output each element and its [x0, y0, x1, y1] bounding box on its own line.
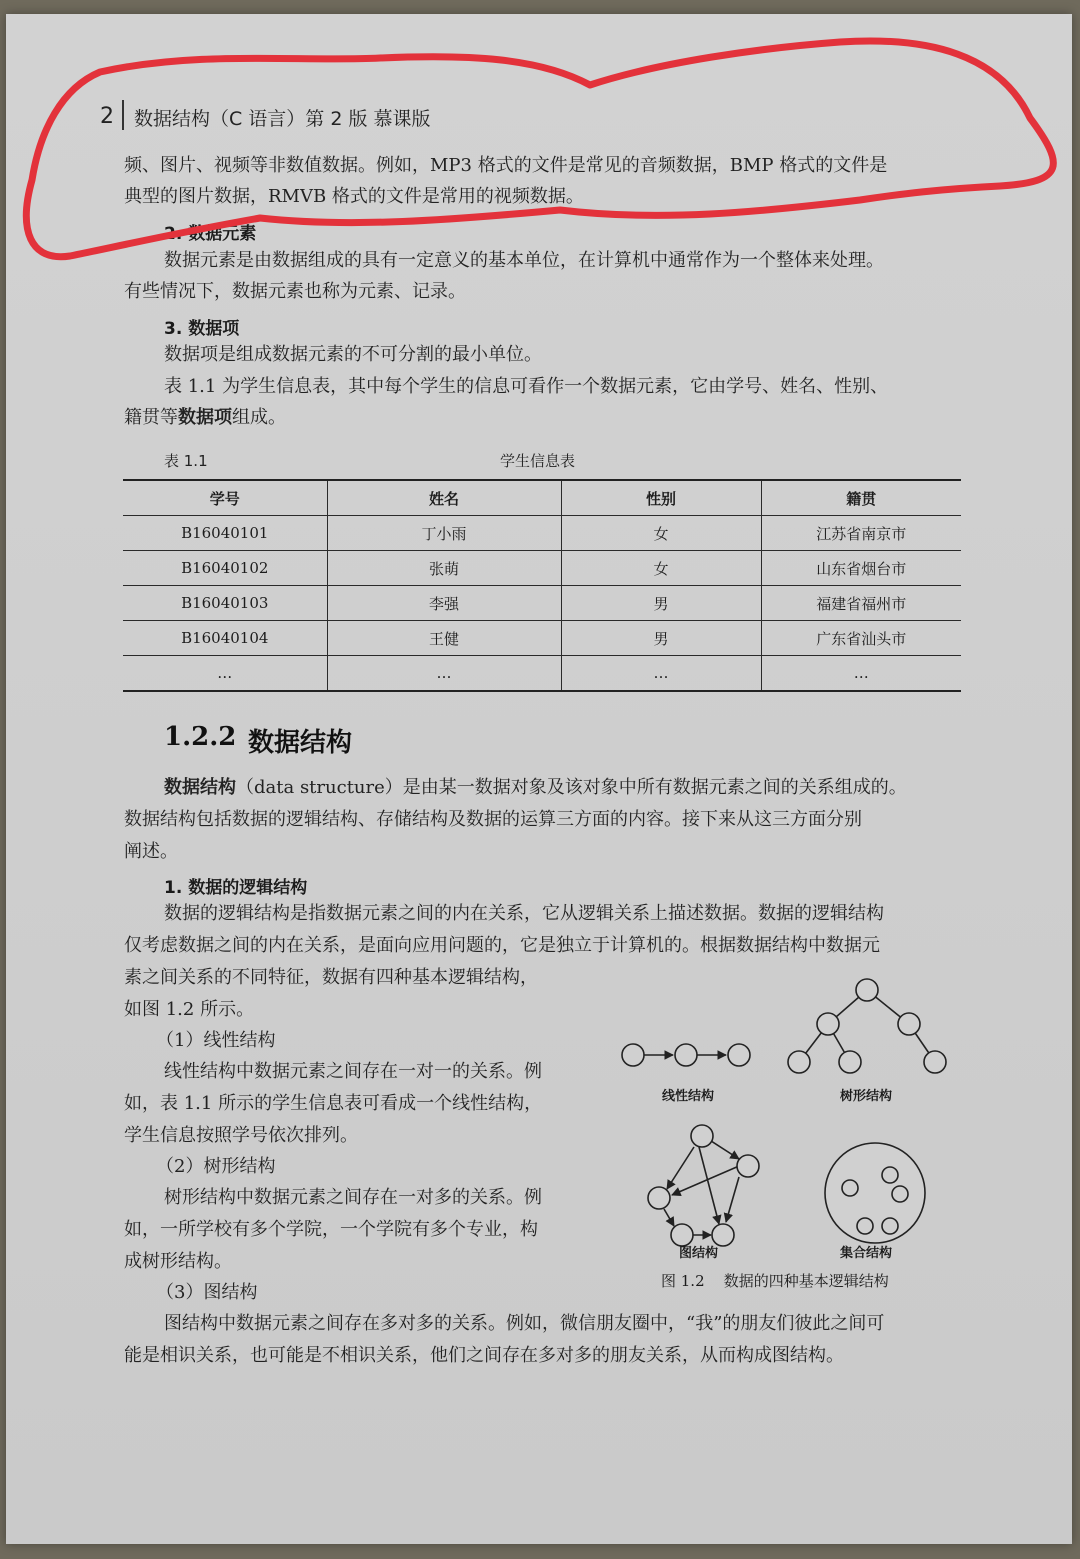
- table-cell: B16040101: [123, 516, 327, 551]
- table-cell: B16040102: [123, 551, 327, 586]
- table-header-cell: 姓名: [327, 480, 561, 516]
- graph-heading: （3）图结构: [156, 1282, 258, 1303]
- table-header-cell: 籍贯: [761, 480, 961, 516]
- linear-line-3: 学生信息按照学号依次排列。: [124, 1125, 358, 1146]
- sec3-line-3-bold: 数据项: [178, 407, 232, 428]
- table-header-cell: 性别: [561, 480, 761, 516]
- book-title: 数据结构（C 语言）第 2 版 慕课版: [134, 108, 431, 130]
- page-number: 2: [100, 104, 114, 129]
- table-cell: 女: [561, 516, 761, 551]
- student-info-table: [123, 479, 961, 692]
- tree-heading: （2）树形结构: [156, 1156, 276, 1177]
- linear-heading: （1）线性结构: [156, 1030, 276, 1051]
- table-row: [123, 621, 961, 656]
- tree-structure-diagram: [788, 979, 946, 1073]
- table-cell: …: [327, 656, 561, 692]
- graph-structure-diagram: [648, 1125, 759, 1246]
- table-cell: 男: [561, 586, 761, 621]
- logic-line-2: 仅考虑数据之间的内在关系，是面向应用问题的，它是独立于计算机的。根据数据结构中数据元: [124, 935, 880, 956]
- table-cell: 广东省汕头市: [761, 621, 961, 656]
- table-cell: 福建省福州市: [761, 586, 961, 621]
- sec3-line-2: 表 1.1 为学生信息表，其中每个学生的信息可看作一个数据元素，它由学号、姓名、性别、: [164, 376, 889, 397]
- tree-line-2: 如，一所学校有多个学院，一个学院有多个专业，构: [124, 1219, 538, 1240]
- figure-caption: 图 1.2 数据的四种基本逻辑结构: [661, 1272, 889, 1290]
- logic-heading: 1. 数据的逻辑结构: [164, 878, 308, 898]
- sec3-line-3-post: 组成。: [232, 407, 286, 428]
- logic-line-1: 数据的逻辑结构是指数据元素之间的内在关系，它从逻辑关系上描述数据。数据的逻辑结构: [164, 903, 884, 924]
- table-cell: 李强: [327, 586, 561, 621]
- ds-line-3: 阐述。: [124, 841, 178, 862]
- graph-line-1: 图结构中数据元素之间存在多对多的关系。例如，微信朋友圈中，“我”的朋友们彼此之间可: [164, 1313, 885, 1334]
- table-cell: …: [761, 656, 961, 692]
- table-cell: B16040104: [123, 621, 327, 656]
- linear-line-2: 如，表 1.1 所示的学生信息表可看成一个线性结构，: [124, 1093, 543, 1114]
- figure-label-tree: 树形结构: [840, 1089, 893, 1104]
- table-cell: B16040103: [123, 586, 327, 621]
- table-cell: 山东省烟台市: [761, 551, 961, 586]
- tree-line-3: 成树形结构。: [124, 1251, 232, 1272]
- section-title: 数据结构: [248, 728, 353, 758]
- table-label: 表 1.1: [164, 452, 208, 470]
- sec3-line-3: [124, 402, 286, 434]
- section-heading-data-item: 3. 数据项: [164, 319, 240, 339]
- intro-line-2: 典型的图片数据，RMVB 格式的文件是常用的视频数据。: [124, 186, 584, 207]
- table-cell: 江苏省南京市: [761, 516, 961, 551]
- figure-label-linear: 线性结构: [662, 1089, 715, 1104]
- table-row: [123, 516, 961, 551]
- figure-label-graph: 图结构: [679, 1246, 719, 1261]
- linear-structure-diagram: [622, 1044, 750, 1066]
- linear-line-1: 线性结构中数据元素之间存在一对一的关系。例: [164, 1061, 542, 1082]
- table-cell: 丁小雨: [327, 516, 561, 551]
- ds-line-1: [164, 772, 907, 804]
- table-cell: 女: [561, 551, 761, 586]
- table-header-cell: 学号: [123, 480, 327, 516]
- figure-label-set: 集合结构: [840, 1246, 893, 1261]
- sec3-line-1: 数据项是组成数据元素的不可分割的最小单位。: [164, 344, 542, 365]
- table-cell: 张萌: [327, 551, 561, 586]
- table-cell: …: [561, 656, 761, 692]
- logic-line-4: 如图 1.2 所示。: [124, 999, 255, 1020]
- table-row: [123, 586, 961, 621]
- graph-line-2: 能是相识关系，也可能是不相识关系，他们之间存在多对多的朋友关系，从而构成图结构。: [124, 1345, 844, 1366]
- red-annotation-loop: [0, 0, 1080, 300]
- table-cell: 男: [561, 621, 761, 656]
- table-caption: 学生信息表: [500, 452, 576, 470]
- set-structure-diagram: [825, 1143, 925, 1243]
- table-cell: 王健: [327, 621, 561, 656]
- logic-line-3: 素之间关系的不同特征，数据有四种基本逻辑结构，: [124, 967, 538, 988]
- intro-line-1: 频、图片、视频等非数值数据。例如，MP3 格式的文件是常见的音频数据，BMP 格式的文件是: [124, 155, 888, 176]
- table-row: [123, 551, 961, 586]
- ds-bold-term: 数据结构: [164, 777, 236, 798]
- tree-line-1: 树形结构中数据元素之间存在一对多的关系。例: [164, 1187, 542, 1208]
- section-heading-data-element: 2. 数据元素: [164, 224, 257, 244]
- sec2-line-2: 有些情况下，数据元素也称为元素、记录。: [124, 281, 466, 302]
- table-cell: …: [123, 656, 327, 692]
- sec2-line-1: 数据元素是由数据组成的具有一定意义的基本单位，在计算机中通常作为一个整体来处理。: [164, 250, 884, 271]
- table-row: [123, 656, 961, 692]
- figure-logical-structures: [606, 969, 966, 1269]
- sec3-line-3-pre: 籍贯等: [124, 407, 178, 428]
- section-number: 1.2.2: [164, 722, 237, 752]
- ds-line-2: 数据结构包括数据的逻辑结构、存储结构及数据的运算三方面的内容。接下来从这三方面分别: [124, 809, 862, 830]
- ds-line-1-rest: （data structure）是由某一数据对象及该对象中所有数据元素之间的关系组成的。: [236, 777, 907, 798]
- table-header-row: [123, 480, 961, 516]
